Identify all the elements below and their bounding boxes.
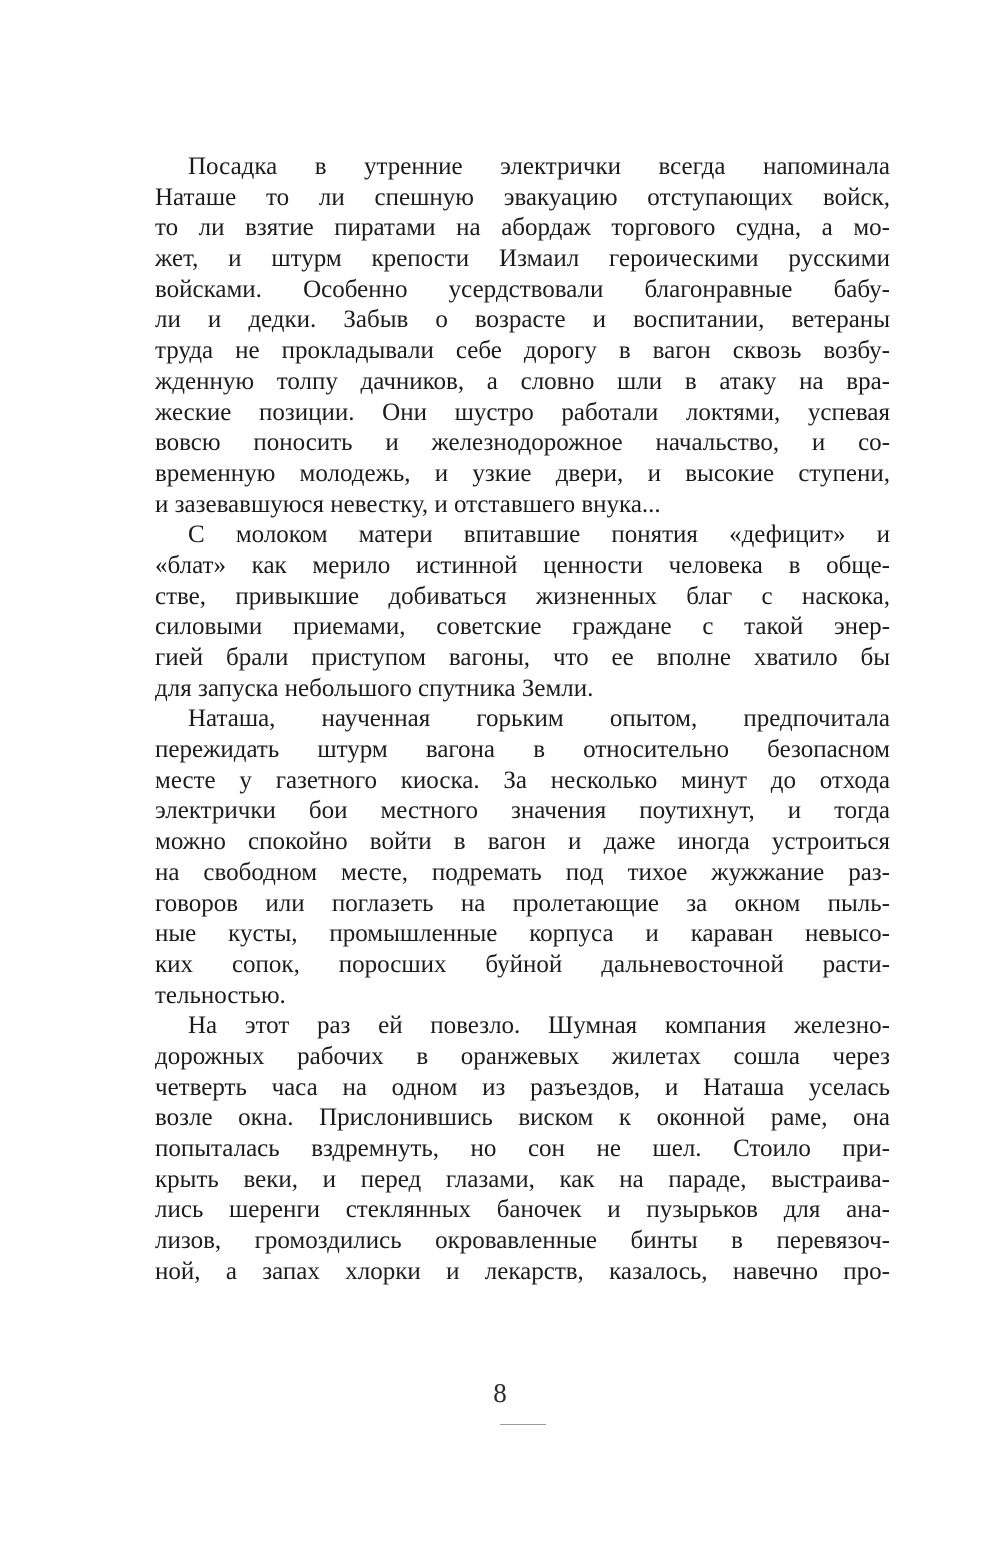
text-line: жденную толпу дачников, а словно шли в атаку на вра- xyxy=(155,367,890,395)
text-line: можно спокойно войти в вагон и даже иногда устроиться xyxy=(155,828,890,856)
text-line: Наташе то ли спешную эвакуацию отступающих войск, xyxy=(155,183,890,211)
text-line: попыталась вздремнуть, но сон не шел. Стоило при- xyxy=(155,1135,890,1162)
text-line: На этот раз ей повезло. Шумная компания железно- xyxy=(188,1012,890,1040)
text-line: месте у газетного киоска. За несколько минут до отхода xyxy=(155,766,890,794)
text-line: говоров или поглазеть на пролетающие за окном пыль- xyxy=(155,889,890,917)
text-line: ной, а запах хлорки и лекарств, казалось, навечно про- xyxy=(155,1257,890,1285)
text-line: лизов, громоздились окровавленные бинты в перевязоч- xyxy=(155,1227,890,1255)
text-line: жеские позиции. Они шустро работали локтями, успевая xyxy=(155,398,890,426)
text-line: вовсю поносить и железнодорожное начальство, и со- xyxy=(155,429,890,457)
paragraph-3 xyxy=(155,704,890,1011)
text-line: ные кусты, промышленные корпуса и караван невысо- xyxy=(155,920,890,948)
text-line: для запуска небольшого спутника Земли. xyxy=(155,674,594,702)
text-line: С молоком матери впитавшие понятия «дефицит» и xyxy=(188,521,890,549)
page-number-rule xyxy=(500,1424,546,1425)
text-line: войсками. Особенно усердствовали благонравные бабу- xyxy=(155,275,890,303)
text-line: Наташа, наученная горьким опытом, предпочитала xyxy=(188,705,890,733)
text-line: силовыми приемами, советские граждане с такой энер- xyxy=(155,613,890,641)
paragraph-1 xyxy=(155,152,890,520)
text-line: стве, привыкшие добиваться жизненных благ с наскока, xyxy=(155,582,890,610)
text-line: жет, и штурм крепости Измаил героическими русскими xyxy=(155,245,890,273)
text-line: ли и дедки. Забыв о возрасте и воспитании, ветераны xyxy=(155,306,890,334)
text-line: то ли взятие пиратами на абордаж торгового судна, а мо- xyxy=(155,214,890,242)
text-line: гией брали приступом вагоны, что ее вполне хватило бы xyxy=(155,644,890,671)
text-line: временную молодежь, и узкие двери, и высокие ступени, xyxy=(155,459,890,487)
text-line: электрички бои местного значения поутихнут, и тогда xyxy=(155,797,890,825)
text-line: и зазевавшуюся невестку, и отставшего внука... xyxy=(155,490,661,518)
text-line: Посадка в утренние электрички всегда напоминала xyxy=(188,153,890,180)
text-line: труда не прокладывали себе дорогу в вагон сквозь возбу- xyxy=(155,337,890,365)
text-line: крыть веки, и перед глазами, как на параде, выстраива- xyxy=(155,1165,890,1193)
text-line: на свободном месте, подремать под тихое жужжание раз- xyxy=(155,858,890,886)
text-line: возле окна. Прислонившись виском к оконной раме, она xyxy=(155,1104,890,1132)
text-line: четверть часа на одном из разъездов, и Наташа уселась xyxy=(155,1073,890,1101)
page-footer xyxy=(0,1378,1000,1408)
text-line: ких сопок, поросших буйной дальневосточной расти- xyxy=(155,950,890,978)
text-line: дорожных рабочих в оранжевых жилетах сошла через xyxy=(155,1042,890,1070)
text-line: «блат» как мерило истинной ценности человека в обще- xyxy=(155,551,890,579)
page-body-text xyxy=(155,152,890,1287)
paragraph-2 xyxy=(155,520,890,704)
text-line: лись шеренги стеклянных баночек и пузырьков для ана- xyxy=(155,1196,890,1224)
text-line: тельностью. xyxy=(155,981,286,1009)
paragraph-4 xyxy=(155,1011,890,1287)
text-line: пережидать штурм вагона в относительно безопасном xyxy=(155,736,890,764)
page-number: 8 xyxy=(493,1378,507,1408)
